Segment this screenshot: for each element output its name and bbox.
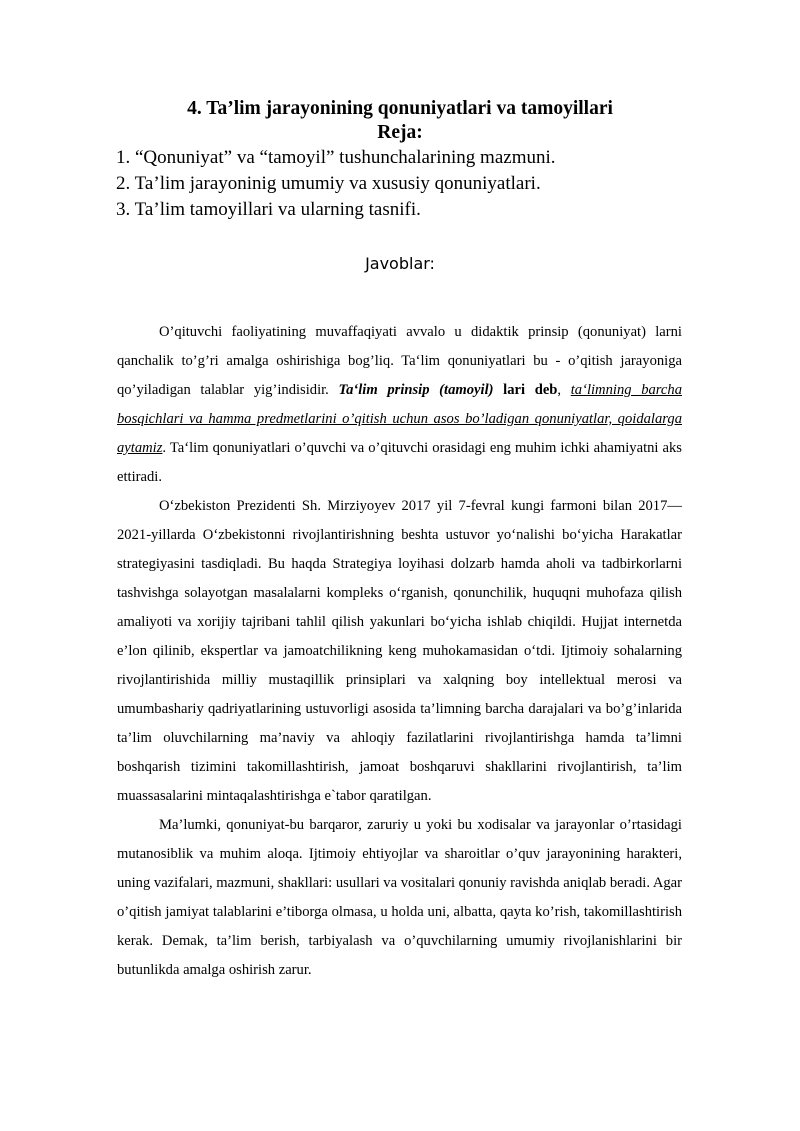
term-emphasis: Ta‘lim prinsip (tamoyil) — [338, 382, 494, 398]
definition-text: ta‘limning barcha bosqichlari va hamma predmetlarini o’qitish uchun asos bo’ladigan qonuniyatlar, qoidalarga aytamiz — [117, 382, 683, 456]
paragraph-3: Ma’lumki, qonuniyat-bu barqaror, zaruriy u yoki bu xodisalar va jarayonlar o’rtasidagi mutanosiblik va muhim aloqa. Ijtimoiy ehtiyojlar va sharoitlar o’quv jarayonining harakteri, uning vazifalari, mazmuni, shakllari: usullari va vositalari qonuniy ravishda aniqlab beradi. Agar o’qitish jamiyat talablarini e’tiborga olmasa, u holda uni, albatta, qayta ko’rish, takomillashtirish kerak. Demak, ta’lim berish, tarbiyalash va o’quvchilarning umumiy rivojlanishlarini bir butunlikda amalga oshirish zarur. — [117, 817, 682, 978]
paragraph-1-text: O’qituvchi faoliyatining muvaffaqiyati avvalo u didaktik prinsip (qonuniyat) larni qanchalik to’g’ri amalga oshirishiga bog’liq. Ta‘lim qonuniyatlari bu - o’qitish jarayoniga qo’yiladigan talablar yig’indisidir. — [117, 324, 682, 398]
page-title: 4. Ta’lim jarayonining qonuniyatlari va tamoyillari — [187, 98, 613, 119]
plan-item: 2. Ta’lim jarayoninig umumiy va xususiy qonuniyatlari. — [116, 173, 541, 194]
punctuation: , — [557, 382, 571, 398]
paragraph-1-tail: . Ta‘lim qonuniyatlari o’quvchi va o’qituvchi orasidagi eng muhim ichki ahamiyatni aks ettiradi. — [117, 440, 682, 485]
plan-heading: Reja: — [377, 122, 423, 143]
paragraph-1 — [117, 318, 682, 492]
plan-list — [116, 145, 716, 223]
paragraph-2: O‘zbekiston Prezidenti Sh. Mirziyoyev 2017 yil 7-fevral kungi farmoni bilan 2017—2021-yillarda O‘zbekistonni rivojlantirishning beshta ustuvor yo‘nalishi bo‘yicha Harakatlar strategiyasini tasdiqladi. Bu haqda Strategiya loyihasi dolzarb hamda aholi va tadbirkorlarni tashvishga solayotgan masalalarni kompleks o‘rganish, qonunchilik, huquqni muhofaza qilish amaliyoti va xorijiy tajribani tahlil qilish yakunlari bo‘yicha ishlab chiqildi. Hujjat internetda e’lon qilinib, ekspertlar va jamoatchilikning keng muhokamasidan o‘tdi. Ijtimoiy sohalarning rivojlantirishida milliy mustaqillik prinsiplari va xalqning boy intellektual merosi va umumbashariy qadriyatlarining ustuvorligi asosida ta’limning barcha darajalari va bo’g’inlarida ta’lim oluvchilarning ma’naviy va ahloqiy fazilatlarini rivojlantirishga hamda ta’limni boshqarish tizimini takomillashtirish, jamoat boshqaruvi shakllarini rivojlantirish, ta’lim muassasalarini mintaqalashtirishga e`tabor qaratilgan. — [117, 498, 682, 804]
body-text — [117, 318, 682, 985]
plan-item: 1. “Qonuniyat” va “tamoyil” tushunchalarining mazmuni. — [116, 147, 556, 168]
answers-heading: Javoblar: — [365, 254, 435, 273]
plan-item: 3. Ta’lim tamoyillari va ularning tasnifi. — [116, 199, 421, 220]
term-suffix: lari deb — [493, 382, 558, 398]
